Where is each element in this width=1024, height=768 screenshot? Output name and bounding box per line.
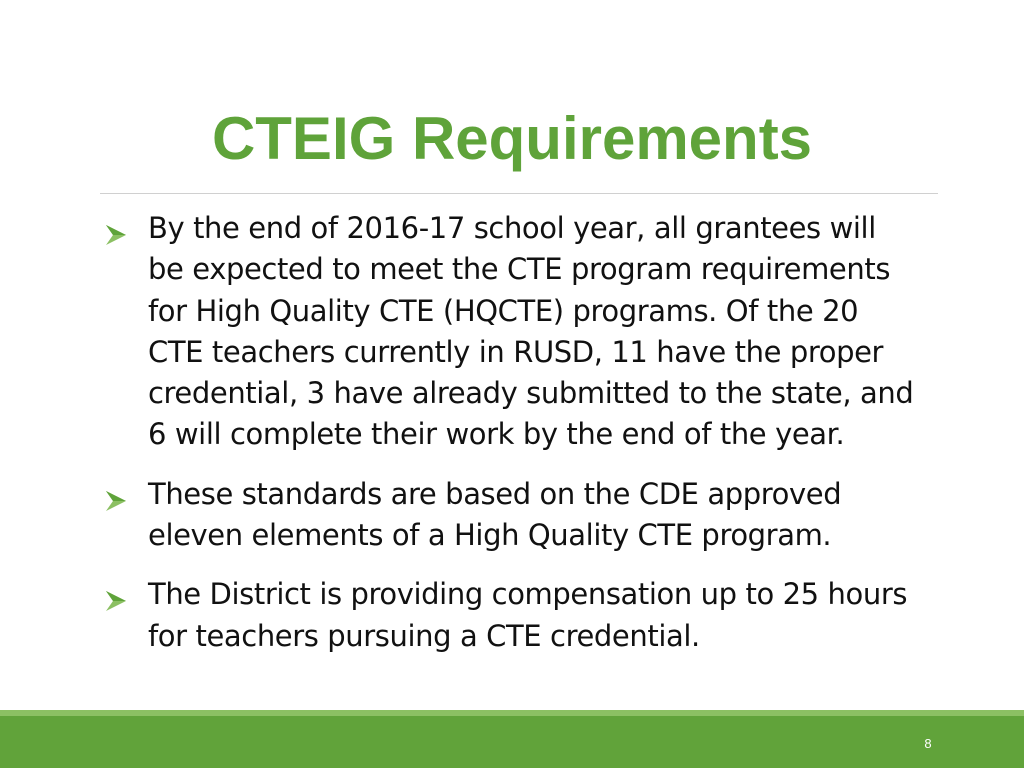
- footer-bar: [0, 710, 1024, 768]
- title-divider: [100, 193, 938, 194]
- footer-bar-highlight: [0, 710, 1024, 716]
- page-number: 8: [924, 736, 932, 751]
- bullet-text: By the end of 2016-17 school year, all grantees will be expected to meet the CTE program requirements for High Quality CTE (HQCTE) programs. Of the 20 CTE teachers currently in RUSD, 11 have the proper credential, 3 have already submitted to the state, and 6 will complete their work by the end of the year.: [148, 211, 914, 452]
- bullet-list: [104, 208, 914, 675]
- bullet-text: These standards are based on the CDE approved eleven elements of a High Quality CTE program.: [148, 476, 842, 553]
- bullet-item: [104, 574, 914, 657]
- arrow-bullet-icon: [104, 583, 128, 607]
- bullet-item: [104, 208, 914, 456]
- bullet-item: [104, 474, 914, 557]
- arrow-bullet-icon: [104, 217, 128, 241]
- slide-title: CTEIG Requirements: [211, 105, 813, 172]
- bullet-text: The District is providing compensation up to 25 hours for teachers pursuing a CTE credential.: [148, 577, 908, 653]
- arrow-bullet-icon: [104, 483, 128, 507]
